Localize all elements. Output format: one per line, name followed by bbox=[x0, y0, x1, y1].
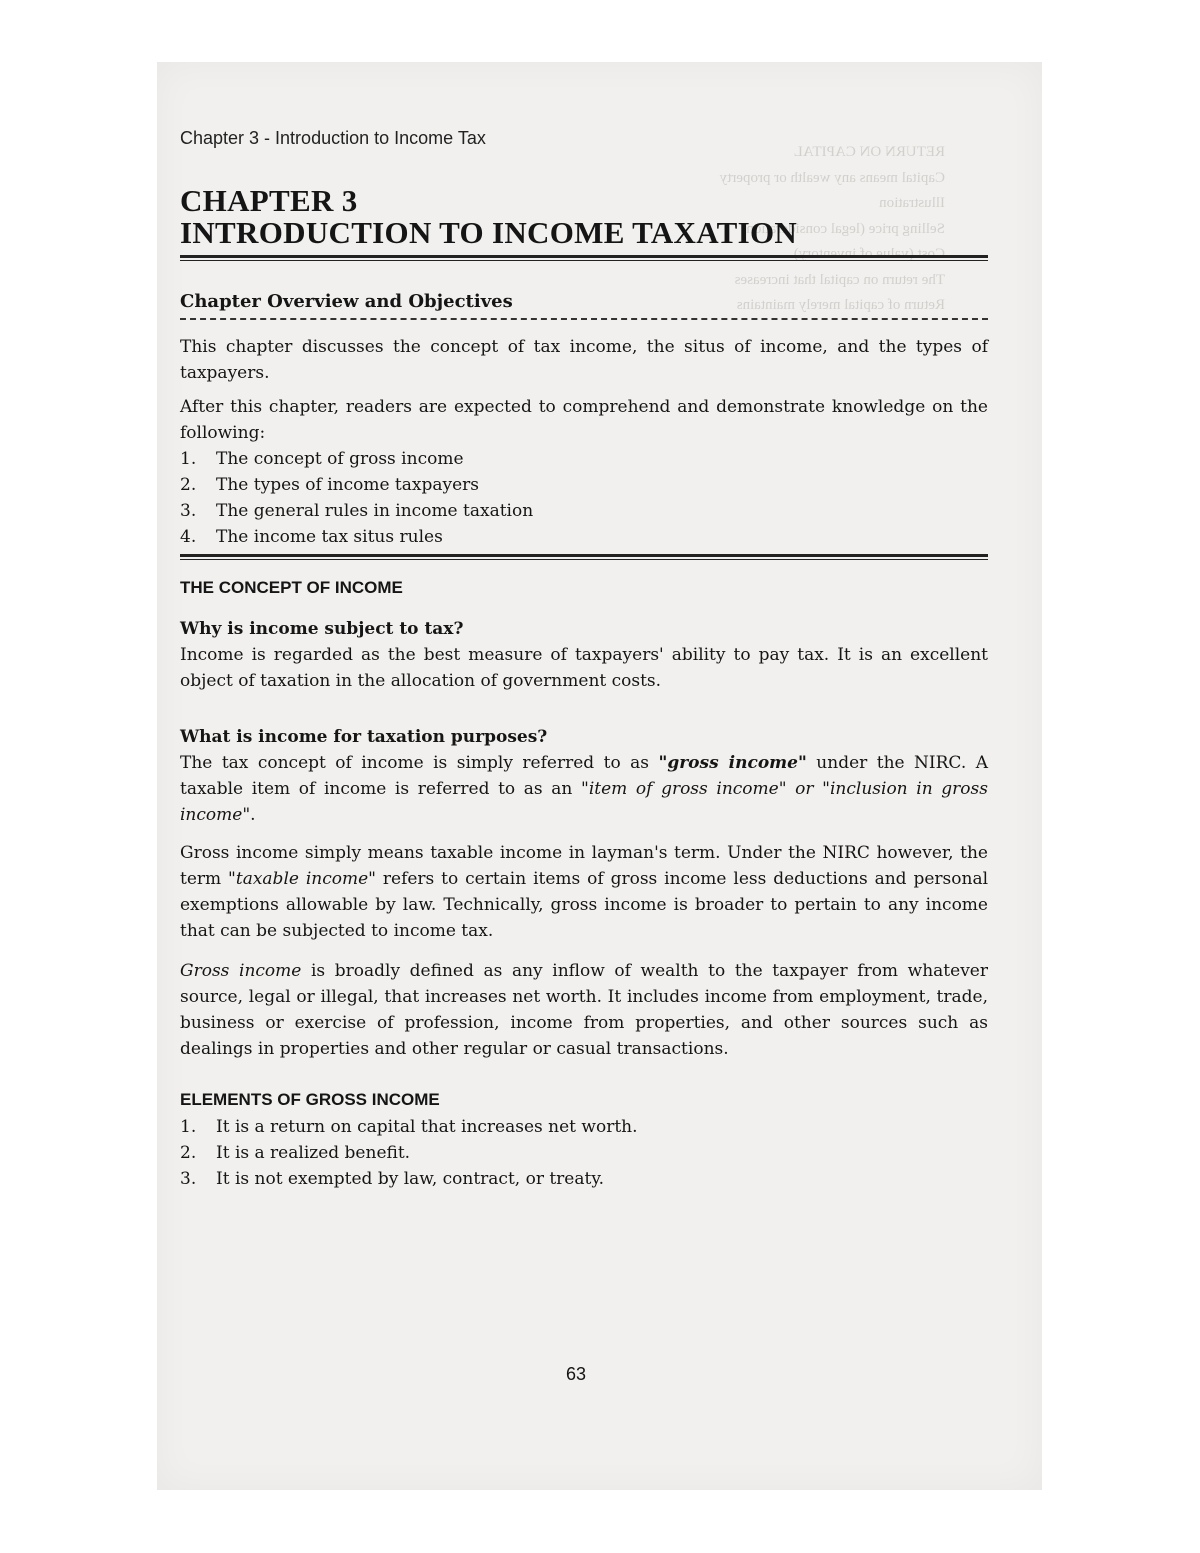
title-rule bbox=[180, 255, 988, 258]
list-item: 2. The types of income taxpayers bbox=[180, 475, 480, 495]
list-item: 4. The income tax situs rules bbox=[180, 527, 443, 547]
section-rule-thin bbox=[180, 559, 988, 560]
concept-paragraph: The tax concept of income is simply referred to as "gross income" under the NIRC. A taxable item of income is referred to as an "item of gross income" or "inclusion in gross income". bbox=[180, 753, 988, 825]
list-item: 3. It is not exempted by law, contract, or treaty. bbox=[180, 1169, 605, 1189]
title-rule-thin bbox=[180, 260, 988, 261]
overview-lead: After this chapter, readers are expected to comprehend and demonstrate knowledge on the following: bbox=[180, 397, 988, 443]
elements-heading: ELEMENTS OF GROSS INCOME bbox=[180, 1090, 440, 1109]
list-item: 3. The general rules in income taxation bbox=[180, 501, 534, 521]
answer-paragraph: Income is regarded as the best measure of taxpayers' ability to pay tax. It is an excellent object of taxation in the allocation of government costs. bbox=[180, 645, 988, 691]
running-header: Chapter 3 - Introduction to Income Tax bbox=[180, 128, 486, 148]
question-heading: What is income for taxation purposes? bbox=[180, 727, 548, 747]
list-item: 2. It is a realized benefit. bbox=[180, 1143, 411, 1163]
page-content bbox=[180, 128, 988, 1192]
page-number: 63 bbox=[566, 1364, 587, 1384]
question-heading: Why is income subject to tax? bbox=[180, 619, 464, 639]
dashed-divider bbox=[180, 318, 988, 320]
concept-paragraph: Gross income simply means taxable income in layman's term. Under the NIRC however, the term "taxable income" refers to certain items of gross income less deductions and personal exemptions allowable by law. Technically, gross income is broader to pertain to any income that can be subjected to income tax. bbox=[180, 843, 989, 941]
section-rule bbox=[180, 554, 988, 557]
overview-intro: This chapter discusses the concept of tax income, the situs of income, and the types of taxpayers. bbox=[180, 337, 988, 383]
chapter-number: CHAPTER 3 bbox=[180, 183, 358, 218]
elements-list bbox=[180, 1114, 988, 1192]
concept-paragraph: Gross income is broadly defined as any inflow of wealth to the taxpayer from whatever source, legal or illegal, that increases net worth. It includes income from employment, trade, business or exercise of profession, income from properties, and other sources such as dealings in properties and other regular or casual transactions. bbox=[180, 961, 988, 1059]
chapter-title: INTRODUCTION TO INCOME TAXATION bbox=[180, 215, 798, 250]
overview-heading: Chapter Overview and Objectives bbox=[180, 291, 513, 312]
list-item: 1. The concept of gross income bbox=[180, 449, 464, 469]
concept-heading: THE CONCEPT OF INCOME bbox=[180, 578, 403, 597]
objectives-list bbox=[180, 446, 988, 550]
bleed-through-text: RETURN ON CAPITAL Capital means any wealth or property Illustration Selling price (legal consideration) Cost (value of inventory) The return on capital that increases Return of capital merely maintains bbox=[719, 144, 945, 313]
list-item: 1. It is a return on capital that increases net worth. bbox=[180, 1117, 638, 1137]
